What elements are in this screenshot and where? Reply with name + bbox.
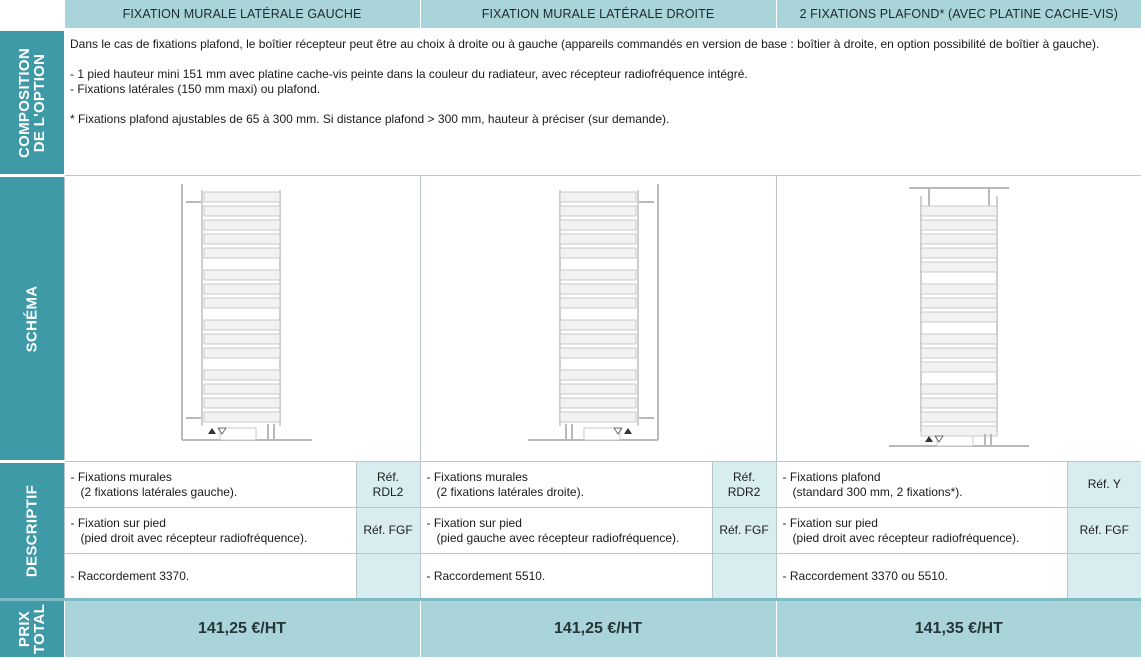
ref-left-row1: Réf. RDL2 <box>356 462 420 508</box>
composition-line-1: Dans le cas de fixations plafond, le boîtier récepteur peut être au choix à droite ou à gauche (appareils commandés en version de base : boîtier à droite, en option possibilité de boîtier à gauche). <box>70 37 1100 51</box>
composition-row <box>0 30 1141 176</box>
schema-right-wall-mount <box>420 176 776 462</box>
composition-line-2: - 1 pied hauteur mini 151 mm avec platine cache-vis peinte dans la couleur du radiateur, avec récepteur radiofréquence intégré. <box>70 66 748 81</box>
section-label-composition: COMPOSITION DE L'OPTION <box>0 30 64 176</box>
desc-ceiling-row3: - Raccordement 3370 ou 5510. <box>776 554 1067 600</box>
column-header-ceiling: 2 FIXATIONS PLAFOND* (AVEC PLATINE CACHE-VIS) <box>776 0 1141 30</box>
desc-left-row2: - Fixation sur pied (pied droit avec récepteur radiofréquence). <box>64 508 356 554</box>
descriptif-row-2 <box>0 508 1141 554</box>
ref-ceiling-row1: Réf. Y <box>1067 462 1141 508</box>
header-corner <box>0 0 64 30</box>
section-label-descriptif: DESCRIPTIF <box>0 462 64 600</box>
desc-left-row1: - Fixations murales (2 fixations latérales gauche). <box>64 462 356 508</box>
desc-right-row1: - Fixations murales (2 fixations latérales droite). <box>420 462 712 508</box>
composition-line-4: * Fixations plafond ajustables de 65 à 300 mm. Si distance plafond > 300 mm, hauteur à préciser (sur demande). <box>70 111 670 126</box>
schema-row <box>0 176 1141 462</box>
price-right: 141,25 €/HT <box>420 600 776 658</box>
composition-line-3: - Fixations latérales (150 mm maxi) ou plafond. <box>70 82 321 96</box>
price-ceiling: 141,35 €/HT <box>776 600 1141 658</box>
column-header-right: FIXATION MURALE LATÉRALE DROITE <box>420 0 776 30</box>
desc-left-row3: - Raccordement 3370. <box>64 554 356 600</box>
radiator-left-wall-icon <box>172 184 312 454</box>
radiator-ceiling-icon <box>889 184 1029 454</box>
header-row <box>0 0 1141 30</box>
schema-ceiling-mount <box>776 176 1141 462</box>
desc-right-row2: - Fixation sur pied (pied gauche avec récepteur radiofréquence). <box>420 508 712 554</box>
section-label-schema: SCHÉMA <box>0 176 64 462</box>
schema-left-wall-mount <box>64 176 420 462</box>
ref-right-row1: Réf. RDR2 <box>712 462 776 508</box>
desc-right-row3: - Raccordement 5510. <box>420 554 712 600</box>
ref-left-row3 <box>356 554 420 600</box>
ref-left-row2: Réf. FGF <box>356 508 420 554</box>
price-row <box>0 600 1141 658</box>
radiator-right-wall-icon <box>528 184 668 454</box>
desc-ceiling-row2: - Fixation sur pied (pied droit avec récepteur radiofréquence). <box>776 508 1067 554</box>
section-label-prix: PRIX TOTAL <box>0 600 64 658</box>
price-left: 141,25 €/HT <box>64 600 420 658</box>
descriptif-row-3 <box>0 554 1141 600</box>
composition-text <box>64 30 1141 176</box>
ref-ceiling-row3 <box>1067 554 1141 600</box>
descriptif-row-1 <box>0 462 1141 508</box>
desc-ceiling-row1: - Fixations plafond (standard 300 mm, 2 fixations*). <box>776 462 1067 508</box>
column-header-left: FIXATION MURALE LATÉRALE GAUCHE <box>64 0 420 30</box>
ref-ceiling-row2: Réf. FGF <box>1067 508 1141 554</box>
ref-right-row2: Réf. FGF <box>712 508 776 554</box>
ref-right-row3 <box>712 554 776 600</box>
